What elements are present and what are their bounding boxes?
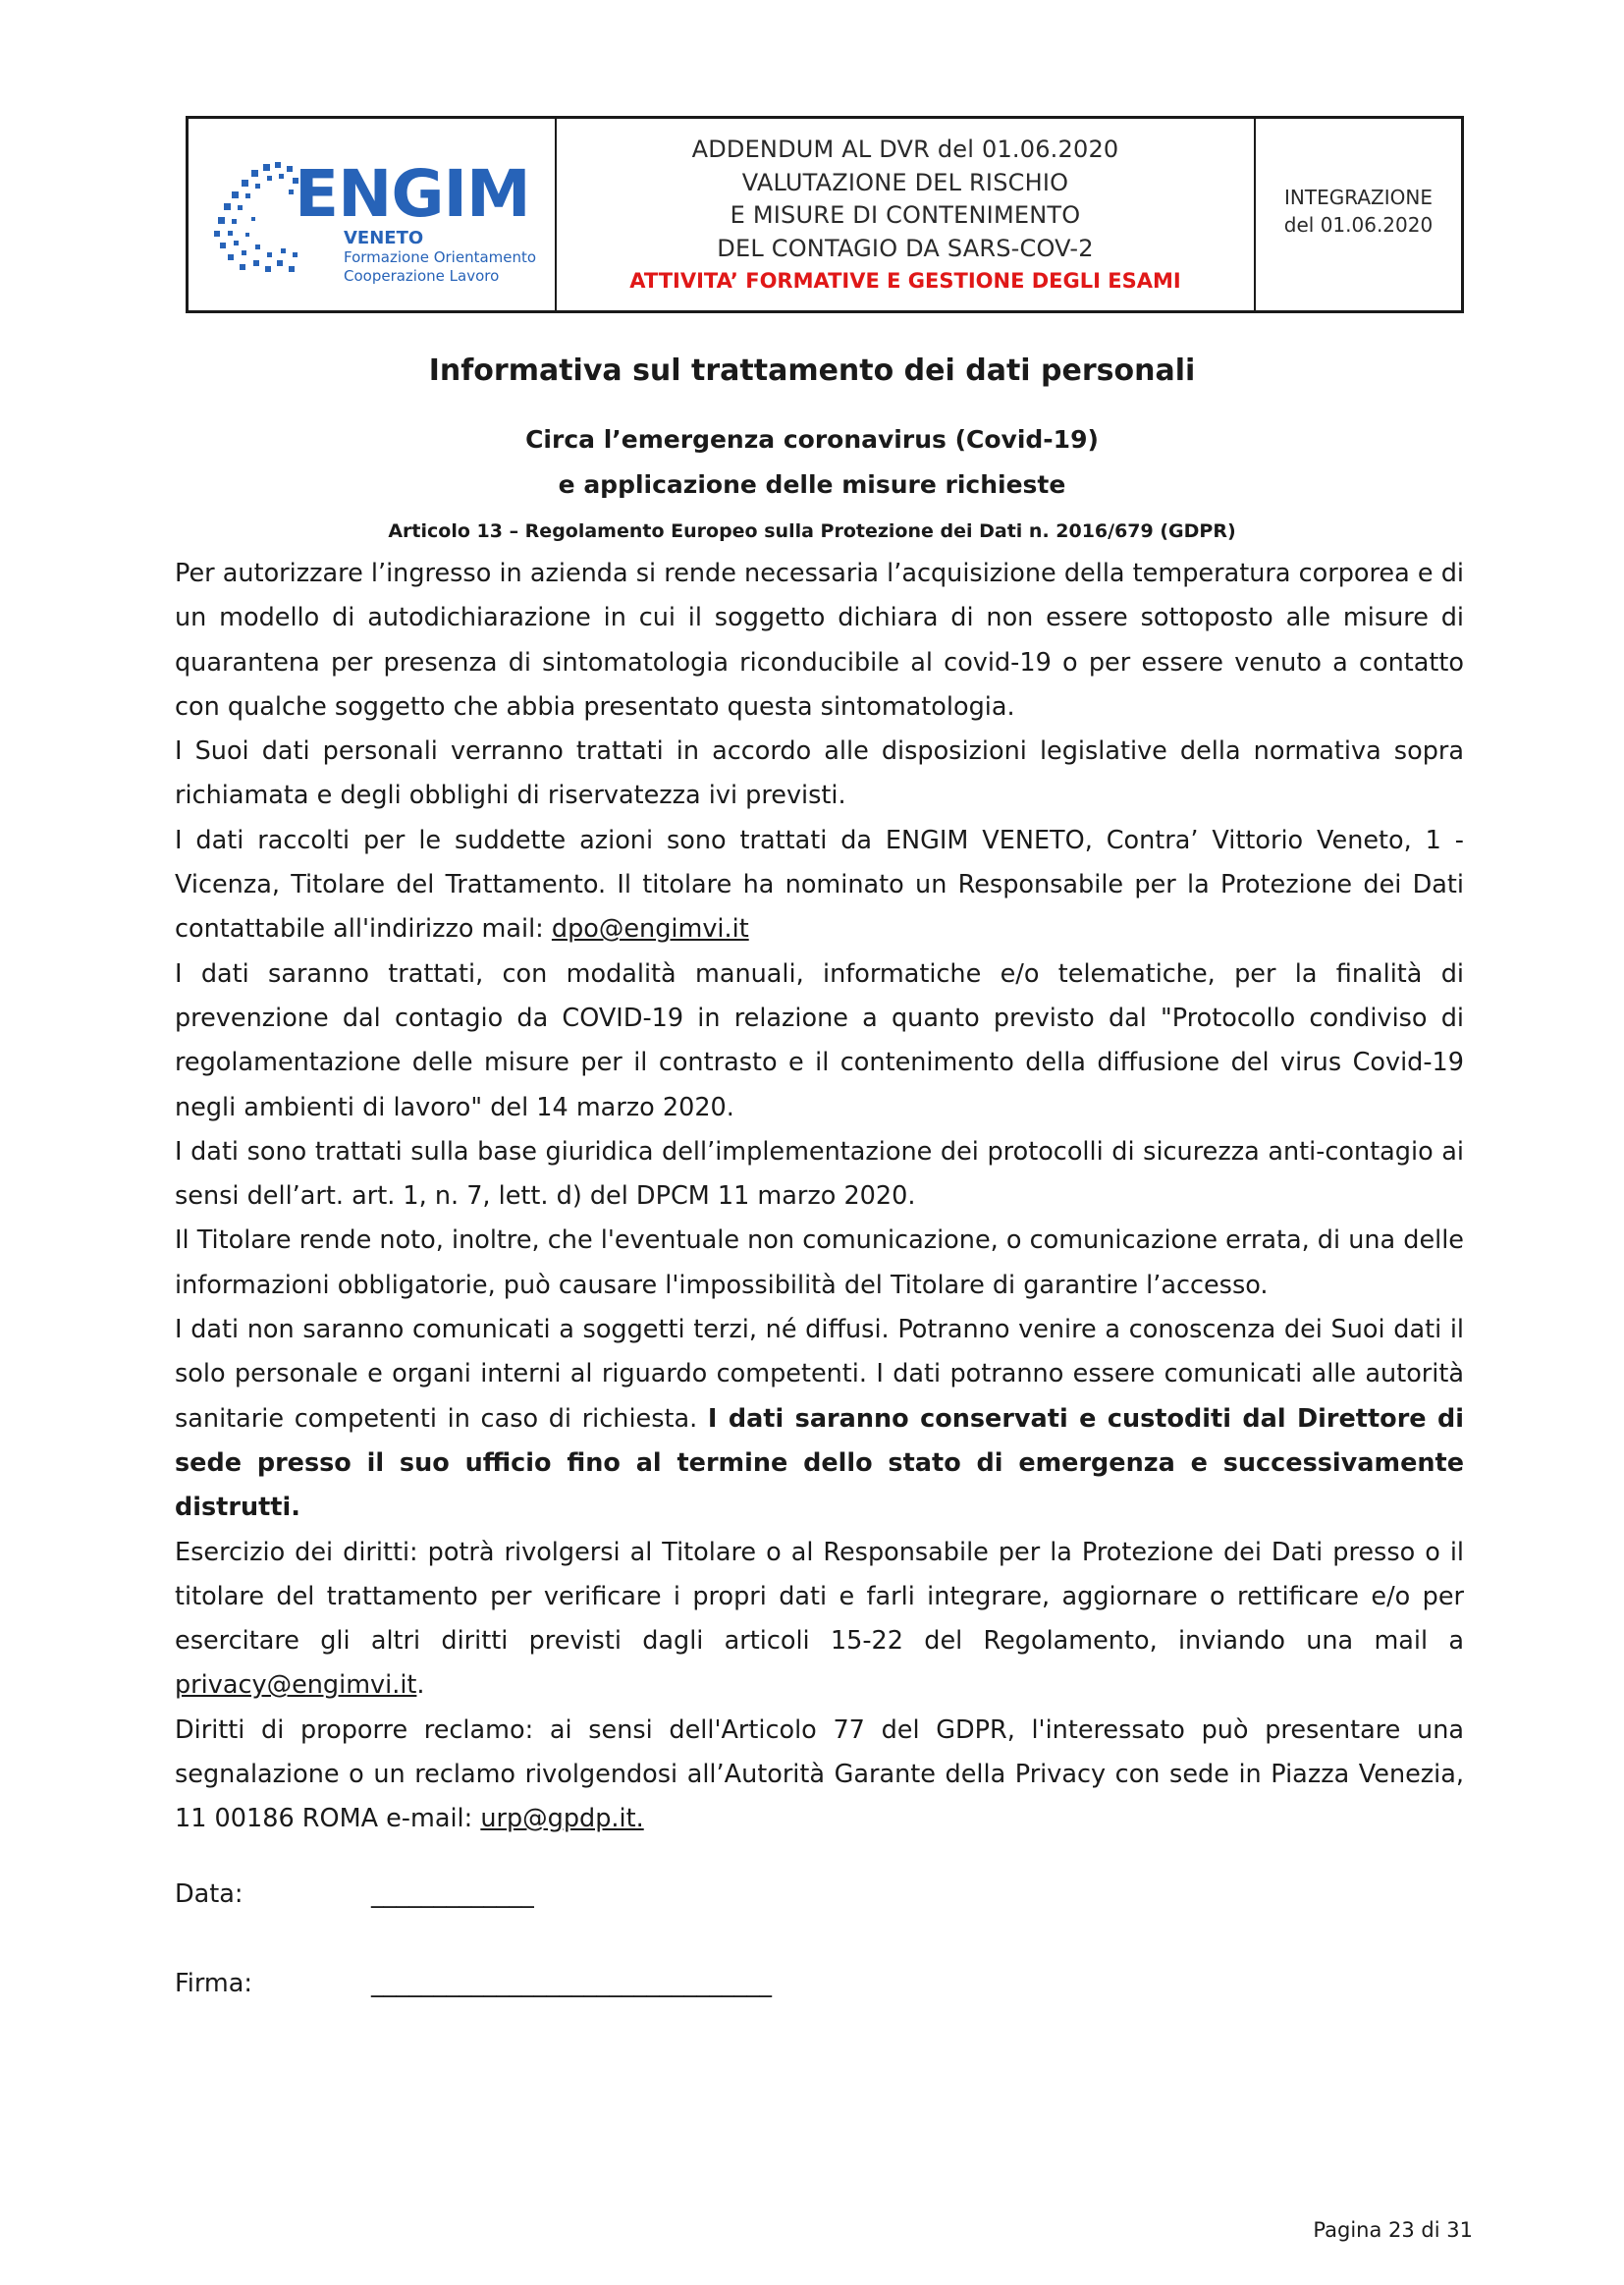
document-subtitle-2: e applicazione delle misure richieste (558, 470, 1066, 499)
paragraph-7 (175, 1308, 1464, 1530)
page-number: Pagina 23 di 31 (1313, 2218, 1473, 2242)
dpo-email-link[interactable]: dpo@engimvi.it (551, 914, 749, 945)
header-red-title: ATTIVITA’ FORMATIVE E GESTIONE DEGLI ESAMI (629, 269, 1181, 293)
logo-wordmark: ENGIM (295, 156, 530, 232)
document-header (186, 116, 1464, 313)
engim-logo-icon (206, 158, 304, 276)
signature-field-line[interactable]: ________________________________ (371, 1969, 772, 1998)
header-line-4: DEL CONTAGIO DA SARS-COV-2 (717, 234, 1094, 262)
logo-region: VENETO (344, 228, 424, 248)
paragraph-8 (175, 1531, 1464, 1709)
date-field-line[interactable]: _____________ (371, 1879, 534, 1909)
paragraph-9 (175, 1709, 1464, 1842)
paragraph-3-text: I dati raccolti per le suddette azioni sono trattati da ENGIM VENETO, Contra’ Vittorio Veneto, 1 - Vicenza, Titolare del Trattamento. Il titolare ha nominato un Responsabile per la Protezione dei Dati contattabile all'indirizzo mail: (175, 825, 1464, 945)
signature-label: Firma: (175, 1969, 252, 1998)
logo-cell (189, 119, 557, 310)
header-line-1: ADDENDUM AL DVR del 01.06.2020 (691, 136, 1119, 163)
paragraph-3 (175, 819, 1464, 952)
logo-tagline (344, 248, 536, 286)
revision-label: INTEGRAZIONE (1284, 185, 1433, 209)
document-body (175, 552, 1464, 1842)
paragraph-7-bold: I dati saranno conservati e custoditi dal Direttore di sede presso il suo ufficio fino al termine dello stato di emergenza e successivamente distrutti. (175, 1403, 1464, 1523)
paragraph-5: I dati sono trattati sulla base giuridica dell’implementazione dei protocolli di sicurezza anti-contagio ai sensi dell’art. art. 1, n. 7, lett. d) del DPCM 11 marzo 2020. (175, 1136, 1464, 1212)
header-line-3: E MISURE DI CONTENIMENTO (730, 201, 1081, 229)
revision-date: del 01.06.2020 (1283, 212, 1434, 237)
paragraph-2: I Suoi dati personali verranno trattati in accordo alle disposizioni legislative della normativa sopra richiamata e degli obblighi di riservatezza ivi previsti. (175, 736, 1464, 811)
garante-email-link[interactable]: urp@gpdp.it. (480, 1804, 644, 1834)
paragraph-4: I dati saranno trattati, con modalità manuali, informatiche e/o telematiche, per la finalità di prevenzione dal contagio da COVID-19 in relazione a quanto previsto dal "Protocollo condiviso di regolamentazione delle misure per il contrasto e il contenimento della diffusione del virus Covid-19 negli ambienti di lavoro" del 14 marzo 2020. (175, 958, 1464, 1122)
date-label: Data: (175, 1879, 244, 1909)
paragraph-8-end: . (416, 1670, 425, 1701)
paragraph-7-text: I dati non saranno comunicati a soggetti terzi, né diffusi. Potranno venire a conoscenza dei Suoi dati il solo personale e organi interni al riguardo competenti. I dati potranno essere comunicati alle autorità sanitarie competenti in caso di richiesta. (175, 1315, 1464, 1434)
document-article-ref: Articolo 13 – Regolamento Europeo sulla Protezione dei Dati n. 2016/679 (GDPR) (388, 520, 1236, 542)
paragraph-1: Per autorizzare l’ingresso in azienda si rende necessaria l’acquisizione della temperatura corporea e di un modello di autodichiarazione in cui il soggetto dichiara di non essere sottoposto alle misure di quarantena per presenza di sintomatologia riconducibile al covid-19 o per essere venuto a contatto con qualche soggetto che abbia presentato questa sintomatologia. (175, 559, 1464, 722)
document-subtitle-1: Circa l’emergenza coronavirus (Covid-19) (525, 425, 1099, 454)
paragraph-9-text: Diritti di proporre reclamo: ai sensi dell'Articolo 77 del GDPR, l'interessato può presentare una segnalazione o un reclamo rivolgendosi all’Autorità Garante della Privacy con sede in Piazza Venezia, 11 00186 ROMA e-mail: (175, 1714, 1464, 1834)
document-title: Informativa sul trattamento dei dati personali (428, 354, 1196, 388)
logo-tagline-2: Cooperazione Lavoro (344, 267, 500, 285)
logo-tagline-1: Formazione Orientamento (344, 248, 537, 266)
header-title-cell (557, 119, 1256, 310)
paragraph-8-text: Esercizio dei diritti: potrà rivolgersi al Titolare o al Responsabile per la Protezione dei Dati presso o il titolare del trattamento per verificare i propri dati e farli integrare, aggiornare o rettificare e/o per esercitare gli altri diritti previsti dagli articoli 15-22 del Regolamento, inviando una mail a (175, 1537, 1464, 1657)
header-revision-cell (1256, 119, 1461, 310)
paragraph-6: Il Titolare rende noto, inoltre, che l'eventuale non comunicazione, o comunicazione errata, di una delle informazioni obbligatorie, può causare l'impossibilità del Titolare di garantire l’accesso. (175, 1225, 1464, 1300)
privacy-email-link[interactable]: privacy@engimvi.it (175, 1670, 417, 1701)
header-line-2: VALUTAZIONE DEL RISCHIO (741, 168, 1069, 196)
